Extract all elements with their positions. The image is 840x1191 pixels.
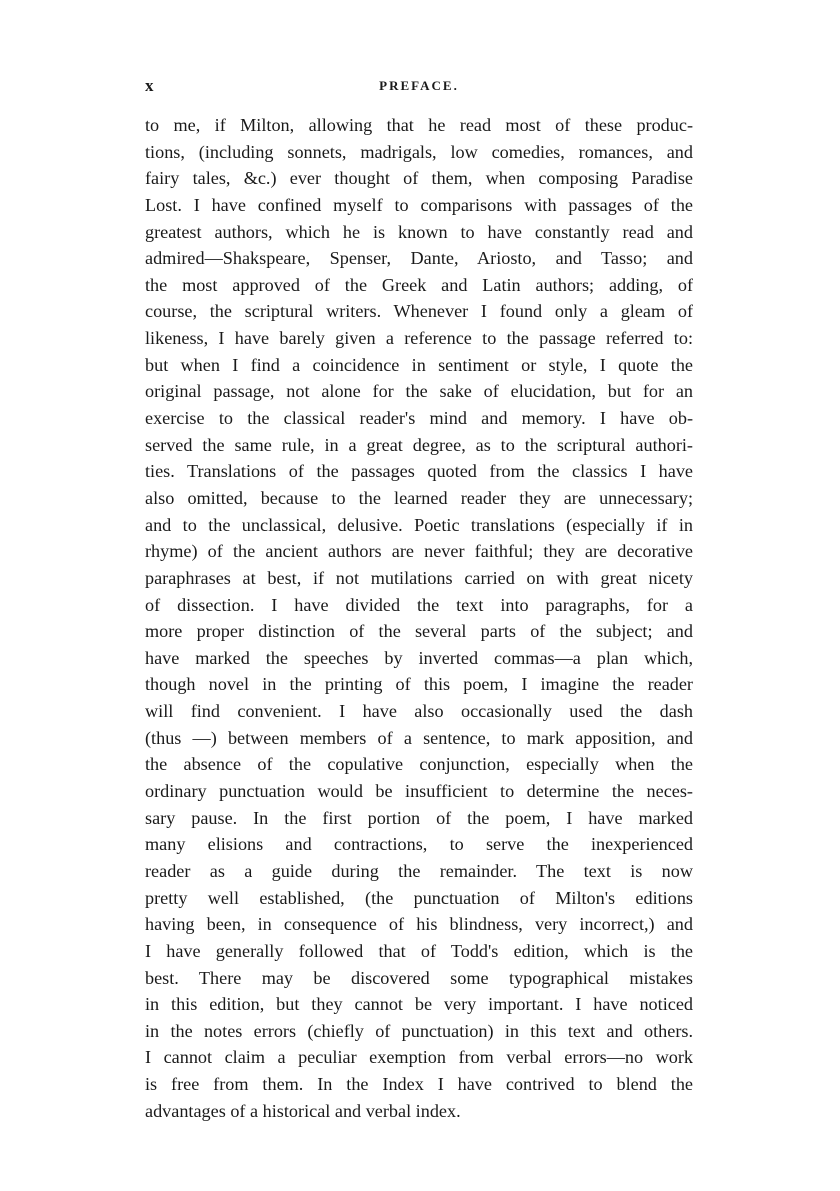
text-line: though novel in the printing of this poem, I imagine the reader: [145, 674, 693, 695]
preface-text: [145, 112, 693, 1124]
text-line: have marked the speeches by inverted commas—a plan which,: [145, 647, 693, 668]
text-line: fairy tales, &c.) ever thought of them, when composing Paradise: [145, 168, 693, 189]
text-line: course, the scriptural writers. Whenever I found only a gleam of: [145, 301, 693, 322]
text-line: sary pause. In the first portion of the poem, I have marked: [145, 807, 693, 828]
text-line: served the same rule, in a great degree, as to the scriptural authori-: [145, 434, 693, 455]
text-line: I cannot claim a peculiar exemption from verbal errors—no work: [145, 1047, 693, 1068]
text-line: in this edition, but they cannot be very important. I have noticed: [145, 994, 693, 1015]
text-line: more proper distinction of the several parts of the subject; and: [145, 621, 693, 642]
text-line: (thus —) between members of a sentence, to mark apposition, and: [145, 727, 693, 748]
text-line: admired—Shakspeare, Spenser, Dante, Ariosto, and Tasso; and: [145, 248, 693, 269]
text-line: and to the unclassical, delusive. Poetic translations (especially if in: [145, 514, 693, 535]
text-line: will find convenient. I have also occasionally used the dash: [145, 701, 693, 722]
text-line: greatest authors, which he is known to have constantly read and: [145, 221, 693, 242]
text-line: but when I find a coincidence in sentiment or style, I quote the: [145, 354, 693, 375]
running-title: PREFACE.: [379, 78, 459, 93]
text-line: rhyme) of the ancient authors are never faithful; they are decorative: [145, 541, 693, 562]
text-line: of dissection. I have divided the text into paragraphs, for a: [145, 594, 693, 615]
text-line: original passage, not alone for the sake of elucidation, but for an: [145, 381, 693, 402]
text-line: tions, (including sonnets, madrigals, low comedies, romances, and: [145, 141, 693, 162]
text-line: reader as a guide during the remainder. The text is now: [145, 860, 693, 881]
text-line: in the notes errors (chiefly of punctuation) in this text and others.: [145, 1020, 693, 1041]
text-line: Lost. I have confined myself to comparisons with passages of the: [145, 194, 693, 215]
text-line: the most approved of the Greek and Latin authors; adding, of: [145, 274, 693, 295]
text-line: paraphrases at best, if not mutilations carried on with great nicety: [145, 567, 693, 588]
text-line: having been, in consequence of his blindness, very incorrect,) and: [145, 914, 693, 935]
text-line: also omitted, because to the learned reader they are unnecessary;: [145, 487, 693, 508]
text-line: is free from them. In the Index I have contrived to blend the: [145, 1074, 693, 1095]
text-line: ordinary punctuation would be insufficient to determine the neces-: [145, 781, 693, 802]
text-line: the absence of the copulative conjunction, especially when the: [145, 754, 693, 775]
text-line: advantages of a historical and verbal index.: [145, 1100, 461, 1121]
text-line: pretty well established, (the punctuation of Milton's editions: [145, 887, 693, 908]
text-line: many elisions and contractions, to serve the inexperienced: [145, 834, 693, 855]
text-line: likeness, I have barely given a reference to the passage referred to:: [145, 328, 693, 349]
text-line: to me, if Milton, allowing that he read most of these produc-: [145, 115, 693, 135]
text-line: I have generally followed that of Todd's edition, which is the: [145, 940, 693, 961]
page-number: x: [145, 76, 155, 95]
text-line: best. There may be discovered some typographical mistakes: [145, 967, 693, 988]
text-line: ties. Translations of the passages quoted from the classics I have: [145, 461, 693, 482]
running-head: [145, 76, 693, 100]
text-line: exercise to the classical reader's mind and memory. I have ob-: [145, 408, 693, 429]
